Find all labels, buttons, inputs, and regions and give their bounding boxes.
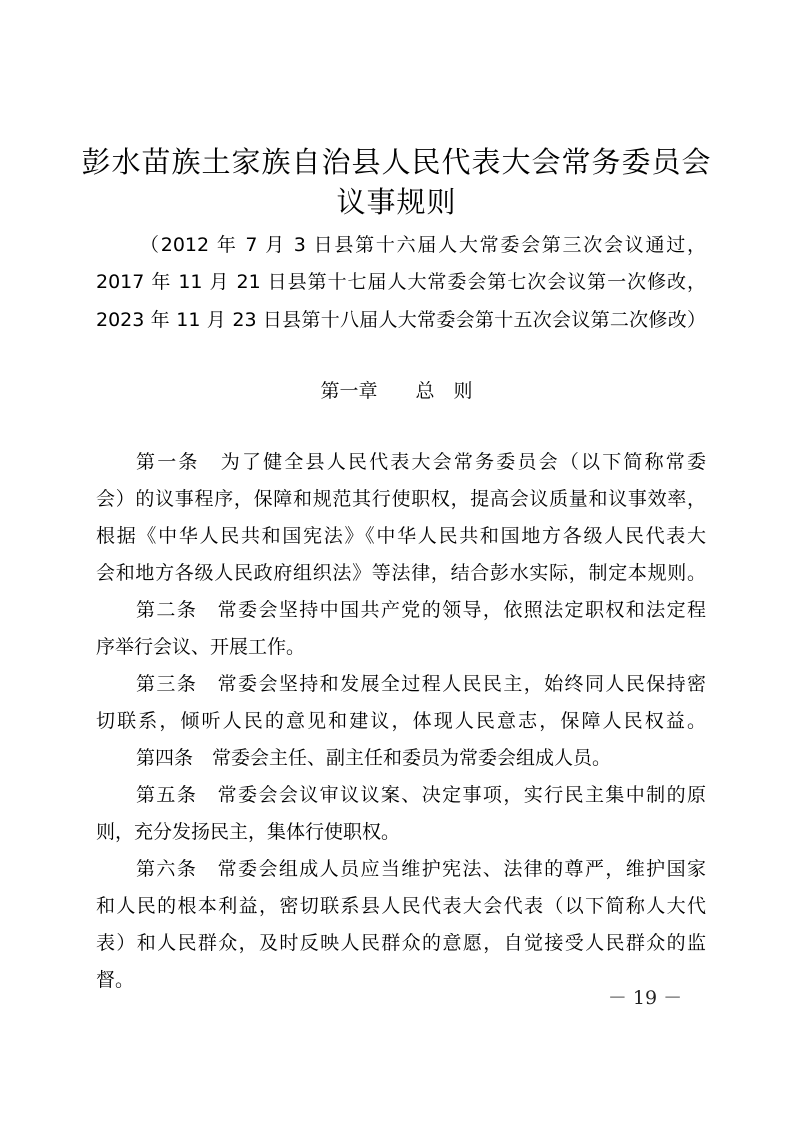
article-1-line-4: 会和地方各级人民政府组织法》等法律，结合彭水实际，制定本规则。 [96,562,706,584]
document-title-line-1: 彭水苗族土家族自治县人民代表大会常务委员会 [81,145,712,179]
adoption-note-line-3: 2023 年 11 月 23 日县第十八届人大常委会第十五次会议第二次修改） [96,309,706,331]
article-3-line-2: 切联系，倾听人民的意见和建议，体现人民意志，保障人民权益。 [96,710,706,732]
document-title-line-2: 议事规则 [336,185,457,219]
article-2-line-2: 序举行会议、开展工作。 [96,636,306,658]
chapter-name: 总 则 [415,380,473,402]
article-1-line-1: 第一条 为了健全县人民代表大会常务委员会（以下简称常委 [136,451,706,473]
article-6-line-4: 督。 [96,969,135,991]
article-6-line-2: 和人民的根本利益，密切联系县人民代表大会代表（以下简称人大代 [96,895,706,917]
article-6-line-1: 第六条 常委会组成人员应当维护宪法、法律的尊严，维护国家 [136,858,706,880]
article-6-line-3: 表）和人民群众，及时反映人民群众的意愿，自觉接受人民群众的监 [96,932,706,954]
article-5-line-2: 则，充分发扬民主，集体行使职权。 [96,821,401,843]
article-1-line-3: 根据《中华人民共和国宪法》《中华人民共和国地方各级人民代表大 [96,525,706,547]
chapter-label: 第一章 [320,380,378,402]
article-3-line-1: 第三条 常委会坚持和发展全过程人民民主，始终同人民保持密 [136,673,706,695]
adoption-note-line-1: （2012 年 7 月 3 日县第十六届人大常委会第三次会议通过， [140,234,706,256]
article-5-line-1: 第五条 常委会会议审议议案、决定事项，实行民主集中制的原 [136,784,706,806]
adoption-note-line-2: 2017 年 11 月 21 日县第十七届人大常委会第七次会议第一次修改， [96,271,706,293]
chapter-heading [0,378,793,404]
page-number: － 19 － [607,987,683,1009]
article-4-line-1: 第四条 常委会主任、副主任和委员为常委会组成人员。 [136,747,612,769]
article-2-line-1: 第二条 常委会坚持中国共产党的领导，依照法定职权和法定程 [136,599,706,621]
article-1-line-2: 会）的议事程序，保障和规范其行使职权，提高会议质量和议事效率， [96,488,706,510]
